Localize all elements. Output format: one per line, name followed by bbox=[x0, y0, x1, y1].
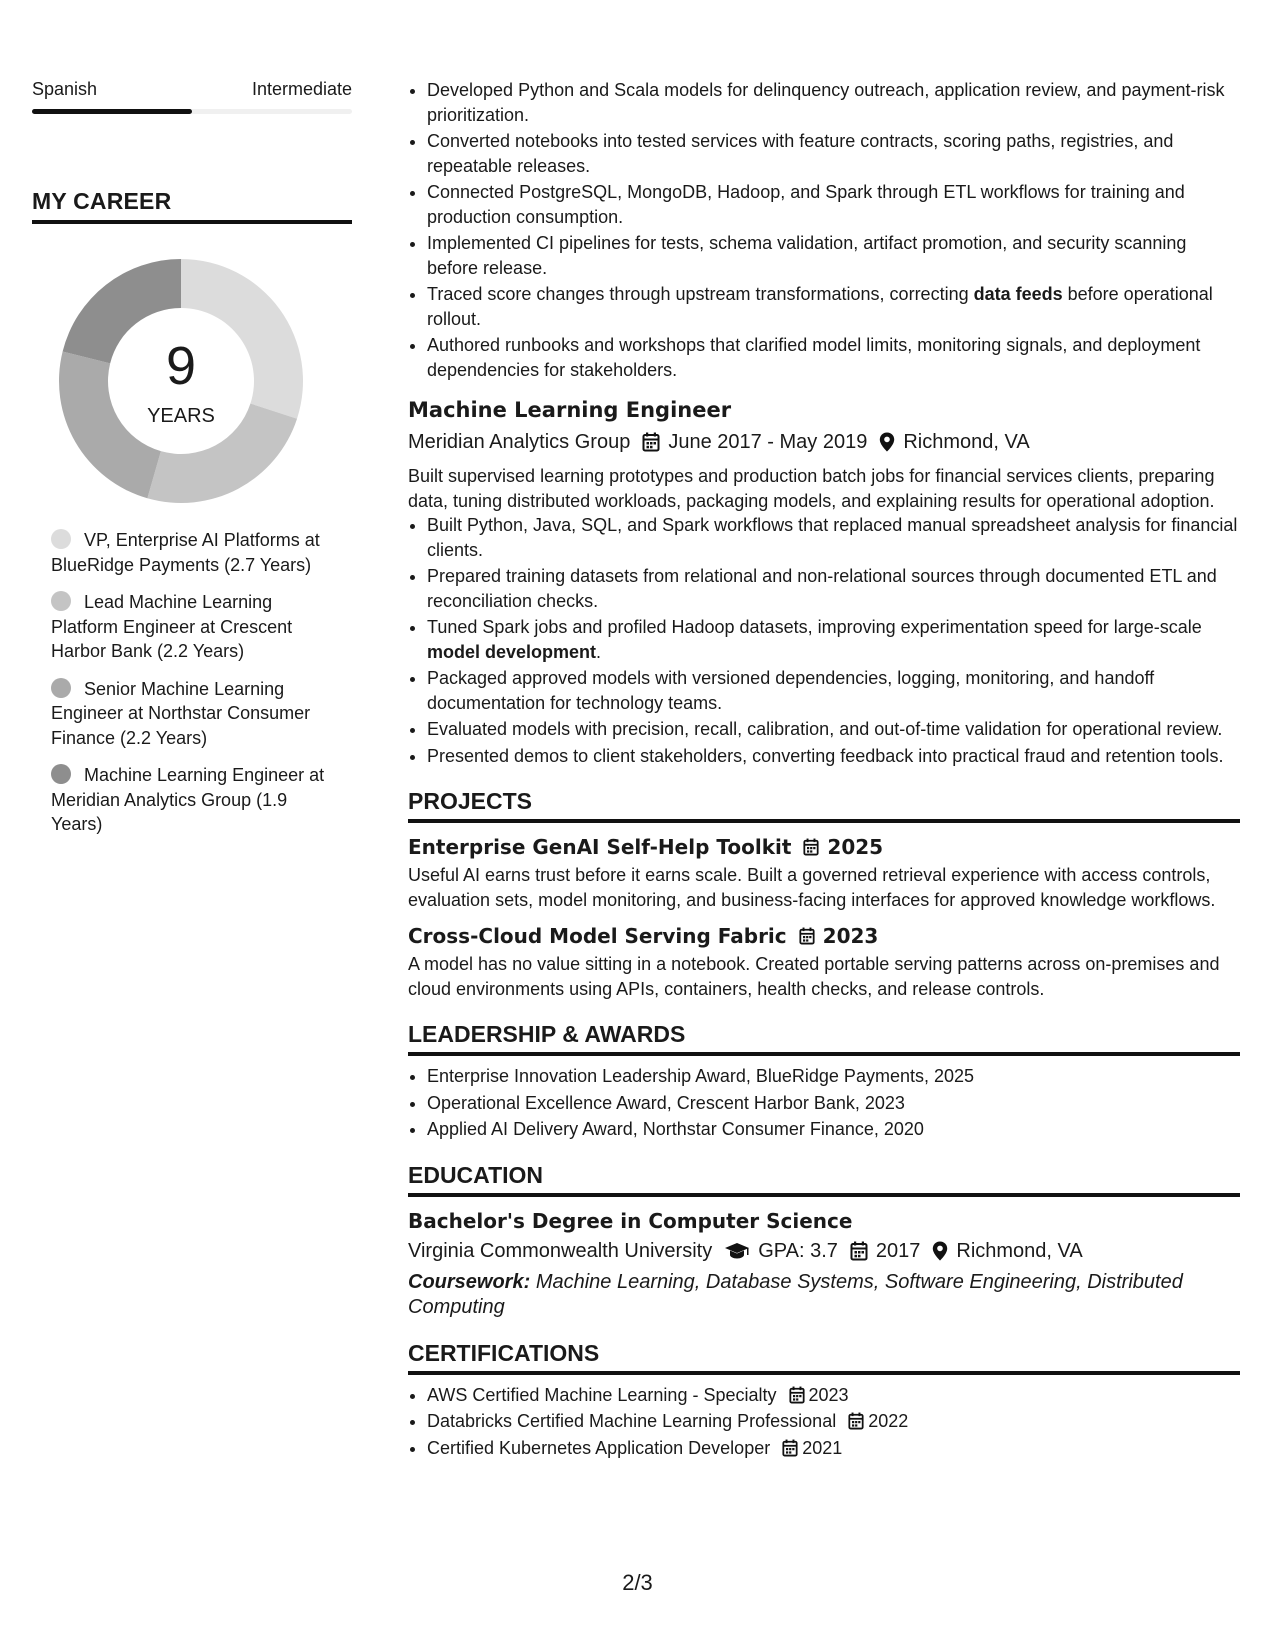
language-proficiency-fill bbox=[32, 109, 192, 114]
certification-item: • Certified Kubernetes Application Developer 2021 bbox=[427, 1436, 1240, 1461]
legend-label: VP, Enterprise AI Platforms at BlueRidge Payments (2.7 Years) bbox=[51, 530, 320, 575]
calendar-icon bbox=[848, 1412, 864, 1430]
bullet-item: • Built Python, Java, SQL, and Spark workflows that replaced manual spreadsheet analysis for financial clients. bbox=[427, 513, 1240, 562]
certification-item: • AWS Certified Machine Learning - Specialty 2023 bbox=[427, 1383, 1240, 1408]
location-pin-icon bbox=[932, 1241, 948, 1261]
legend-swatch bbox=[51, 529, 71, 549]
certifications-heading: CERTIFICATIONS bbox=[408, 1340, 1240, 1375]
career-heading: MY CAREER bbox=[32, 188, 352, 224]
bullet-item: • Authored runbooks and workshops that clarified model limits, monitoring signals, and deployment dependencies for stakeholders. bbox=[427, 333, 1240, 382]
bullet-item: • Converted notebooks into tested services with feature contracts, scoring paths, registries, and repeatable releases. bbox=[427, 129, 1240, 178]
projects-list bbox=[408, 833, 1240, 1001]
job-dates: June 2017 - May 2019 bbox=[668, 431, 868, 453]
degree-text: Bachelor's Degree in Computer Science bbox=[408, 1208, 853, 1233]
career-total-number: 9 bbox=[165, 336, 197, 396]
education-location: Richmond, VA bbox=[956, 1239, 1083, 1262]
previous-role-bullets bbox=[408, 78, 1240, 382]
donut-center bbox=[56, 256, 306, 506]
sidebar bbox=[32, 78, 352, 850]
graduation-cap-icon bbox=[724, 1242, 750, 1260]
language-proficiency-bar bbox=[32, 109, 352, 114]
education-meta bbox=[408, 1237, 1240, 1265]
education-gpa: GPA: 3.7 bbox=[758, 1239, 838, 1262]
bullet-item: • Traced score changes through upstream transformations, correcting data feeds before operational rollout. bbox=[427, 282, 1240, 331]
project-description: Useful AI earns trust before it earns scale. Built a governed retrieval experience with access controls, evaluation sets, model monitoring, and business-facing interfaces for approved knowledge workflows. bbox=[408, 865, 1216, 910]
bullet-item: • Packaged approved models with versioned dependencies, logging, monitoring, and handoff documentation for technology teams. bbox=[427, 666, 1240, 715]
bullet-item: • Evaluated models with precision, recall, calibration, and out-of-time validation for operational review. bbox=[427, 717, 1240, 742]
bullet-item: • Implemented CI pipelines for tests, schema validation, artifact promotion, and security scanning before release. bbox=[427, 231, 1240, 280]
legend-label: Machine Learning Engineer at Meridian Analytics Group (1.9 Years) bbox=[51, 765, 325, 834]
project-year: 2023 bbox=[822, 924, 879, 948]
calendar-icon bbox=[803, 838, 819, 856]
award-item: • Enterprise Innovation Leadership Award, BlueRidge Payments, 2025 bbox=[427, 1064, 1240, 1089]
career-total-unit: YEARS bbox=[147, 405, 215, 427]
legend-label: Senior Machine Learning Engineer at Northstar Consumer Finance (2.2 Years) bbox=[51, 678, 311, 748]
job-meta bbox=[408, 428, 1240, 456]
legend-swatch bbox=[51, 591, 71, 611]
education-degree bbox=[408, 1207, 1240, 1235]
career-legend-item bbox=[51, 763, 333, 837]
main-content bbox=[408, 78, 1240, 1462]
education-year: 2017 bbox=[875, 1239, 921, 1262]
education-school: Virginia Commonwealth University bbox=[408, 1239, 713, 1262]
projects-heading: PROJECTS bbox=[408, 788, 1240, 823]
awards-list bbox=[408, 1064, 1240, 1142]
legend-swatch bbox=[51, 764, 71, 784]
language-name: Spanish bbox=[32, 79, 98, 99]
certification-item: • Databricks Certified Machine Learning Professional 2022 bbox=[427, 1409, 1240, 1434]
education-coursework bbox=[408, 1270, 1240, 1320]
calendar-icon bbox=[782, 1439, 798, 1457]
coursework-text: Machine Learning, Database Systems, Software Engineering, Distributed Computing bbox=[408, 1270, 1183, 1318]
project-description: A model has no value sitting in a notebook. Created portable serving patterns across on-premises and cloud environments using APIs, containers, health checks, and release controls. bbox=[408, 954, 1220, 999]
job-summary: Built supervised learning prototypes and production batch jobs for financial services clients, preparing data, tuning distributed workloads, packaging models, and explaining results for operational adoption. bbox=[408, 466, 1215, 511]
career-donut-chart bbox=[56, 256, 306, 506]
calendar-icon bbox=[799, 927, 815, 945]
calendar-icon bbox=[850, 1241, 868, 1261]
bullet-item: • Connected PostgreSQL, MongoDB, Hadoop, and Spark through ETL workflows for training and production consumption. bbox=[427, 180, 1240, 229]
job-bullets bbox=[408, 513, 1240, 768]
awards-heading: LEADERSHIP & AWARDS bbox=[408, 1021, 1240, 1056]
legend-swatch bbox=[51, 678, 71, 698]
award-item: • Operational Excellence Award, Crescent Harbor Bank, 2023 bbox=[427, 1091, 1240, 1116]
calendar-icon bbox=[789, 1386, 805, 1404]
page-number: 2/3 bbox=[622, 1570, 653, 1595]
bullet-item: • Tuned Spark jobs and profiled Hadoop datasets, improving experimentation speed for large-scale model development. bbox=[427, 615, 1240, 664]
language-level: Intermediate bbox=[251, 79, 352, 99]
project-title: Cross-Cloud Model Serving Fabric 2023 bbox=[408, 924, 879, 948]
career-legend bbox=[51, 528, 333, 837]
legend-label: Lead Machine Learning Platform Engineer at Crescent Harbor Bank (2.2 Years) bbox=[51, 592, 293, 661]
location-pin-icon bbox=[879, 432, 895, 452]
career-legend-item bbox=[51, 528, 333, 577]
bullet-item: • Prepared training datasets from relational and non-relational sources through documented ETL and reconciliation checks. bbox=[427, 564, 1240, 613]
project-year: 2025 bbox=[827, 835, 884, 859]
calendar-icon bbox=[642, 432, 660, 452]
career-legend-item bbox=[51, 677, 333, 751]
coursework-label: Coursework: bbox=[408, 1270, 531, 1293]
career-legend-item bbox=[51, 590, 333, 664]
project-title: Enterprise GenAI Self-Help Toolkit 2025 bbox=[408, 835, 884, 859]
job-location: Richmond, VA bbox=[903, 431, 1030, 453]
education-heading: EDUCATION bbox=[408, 1162, 1240, 1197]
language-row bbox=[32, 78, 352, 100]
bullet-item: • Presented demos to client stakeholders, converting feedback into practical fraud and retention tools. bbox=[427, 744, 1240, 769]
job-company: Meridian Analytics Group bbox=[408, 431, 631, 453]
award-item: • Applied AI Delivery Award, Northstar Consumer Finance, 2020 bbox=[427, 1117, 1240, 1142]
job-title: Machine Learning Engineer bbox=[408, 398, 732, 422]
certifications-list bbox=[408, 1383, 1240, 1461]
bullet-item: • Developed Python and Scala models for delinquency outreach, application review, and payment-risk prioritization. bbox=[427, 78, 1240, 127]
